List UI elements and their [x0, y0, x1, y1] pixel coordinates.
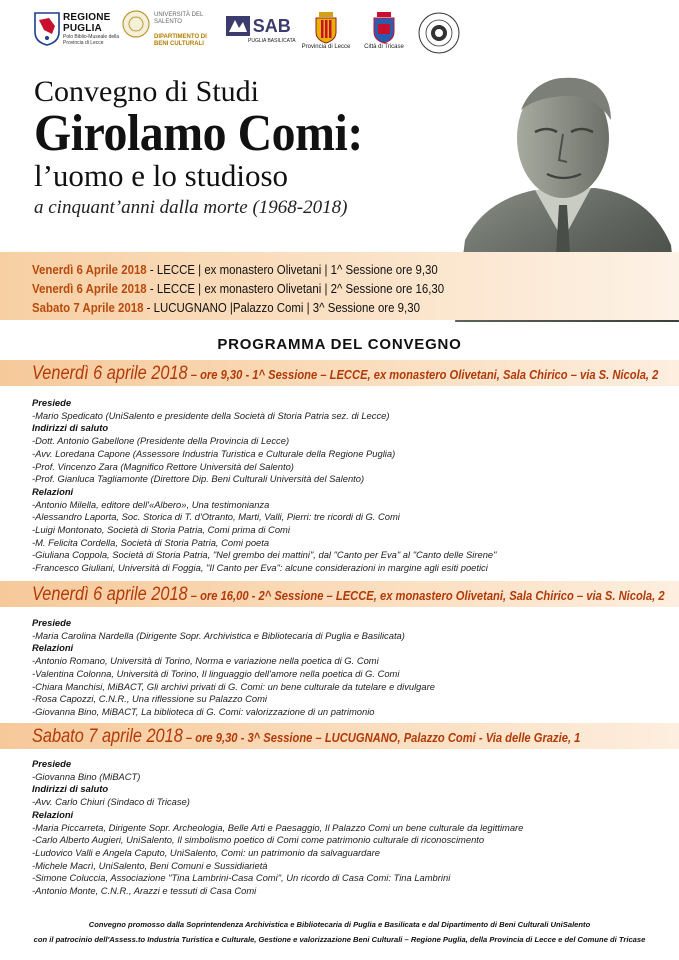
puglia-crest-icon	[34, 12, 60, 46]
program-line: -Giuliana Coppola, Società di Storia Patria, "Nel grembo dei mattini", dal "Canto per Eva" al "Canto delle Sirene"	[32, 549, 497, 561]
session-3-date: Sabato 7 aprile 2018	[32, 726, 183, 747]
sab-text: SAB	[252, 15, 291, 36]
regione-caption: Polo Biblio-Museale della Provincia di Lecce	[63, 34, 120, 46]
program-line: -Ludovico Valli e Angela Caputo, UniSalento, Comi: un patrimonio da salvaguardare	[32, 846, 380, 858]
program-line: -Michele Macrì, UniSalento, Beni Comuni e Sussidiarietà	[32, 859, 268, 871]
regione-line2: PUGLIA	[63, 23, 102, 34]
program-line: -Prof. Gianluca Tagliamonte (Direttore Dip. Beni Culturali Università del Salento)	[32, 473, 365, 485]
provincia-crest-icon	[314, 12, 338, 44]
tricase-crest-icon	[373, 12, 395, 44]
program-section-heading: Presiede	[32, 617, 72, 628]
program-line: -Maria Piccarreta, Dirigente Sopr. Archeologia, Belle Arti e Paesaggio, Il Palazzo Comi un bene culturale da legittimare	[32, 821, 524, 833]
unisalento-logo	[122, 10, 207, 47]
regione-line1: REGIONE	[63, 12, 111, 23]
session-3-program	[32, 758, 672, 898]
program-line: -Valentina Colonna, Università di Torino, Il linguaggio dell'amore nella poetica di G. Comi	[32, 667, 400, 679]
provincia-caption: Provincia di Lecce	[301, 44, 351, 50]
session-1-date: Venerdì 6 aprile 2018	[32, 363, 188, 384]
program-line: -Francesco Giuliani, Università di Foggia, "Il Canto per Eva": alcune considerazioni in margine agli esiti poetici	[32, 562, 488, 574]
session-3-bar	[0, 723, 679, 749]
program-line: -Simone Coluccia, Associazione "Tina Lambrini-Casa Comi", Un ricordo di Casa Comi: Tina Lambrini	[32, 872, 451, 884]
program-line: -Giovanna Bino (MiBACT)	[32, 770, 141, 782]
program-line: -Dott. Antonio Gabellone (Presidente della Provincia di Lecce)	[32, 435, 290, 447]
session-1-bar	[0, 360, 679, 386]
title-line1: Convegno di Studi	[34, 75, 260, 108]
program-line: -Prof. Vincenzo Zara (Magnifico Rettore Università del Salento)	[32, 460, 294, 472]
unisalento-caption: DIPARTIMENTO DI BENI CULTURALI	[154, 34, 207, 47]
footer-promoter: Convegno promosso dalla Soprintendenza Archivistica e Bibliotecaria di Puglia e Basilicata e dal Dipartimento di Beni Culturali UniSalento	[88, 920, 591, 929]
dates-band	[0, 252, 679, 320]
title-block	[34, 76, 514, 220]
footer-patronage: con il patrocinio dell'Assess.to Industria Turistica e Culturale, Gestione e valorizzazione Beni Culturali – Regione Puglia, della Provincia di Lecce e del Comune di Tricase	[33, 935, 646, 944]
program-line: -Giovanna Bino, MiBACT, La biblioteca di G. Comi: valorizzazione di un patrimonio	[32, 705, 375, 717]
title-line3: l’uomo e lo studioso	[34, 158, 289, 193]
date-row	[32, 299, 420, 316]
date-row	[32, 280, 444, 297]
university-seal-icon	[122, 10, 150, 38]
program-line: -Rosa Capozzi, C.N.R., Una riflessione su Palazzo Comi	[32, 693, 267, 705]
program-section-heading: Indirizzi di saluto	[32, 422, 109, 434]
program-section-heading: Relazioni	[32, 808, 74, 820]
date-row-text: - LUCUGNANO |Palazzo Comi | 3^ Sessione ore 9,30	[143, 300, 420, 315]
storia-patria-logo	[418, 12, 460, 54]
main-title: Girolamo Comi:	[34, 105, 363, 162]
program-section-heading: Presiede	[32, 758, 72, 769]
program-section-heading: Indirizzi di saluto	[32, 783, 109, 795]
date-row-date: Venerdì 6 Aprile 2018	[32, 281, 147, 296]
date-row-date: Venerdì 6 Aprile 2018	[32, 262, 147, 277]
title-subtitle: a cinquant’anni dalla morte (1968-2018)	[34, 197, 348, 218]
tricase-logo	[362, 12, 406, 51]
session-2-program	[32, 617, 672, 719]
program-line: -Antonio Romano, Università di Torino, Norma e variazione nella poetica di G. Comi	[32, 655, 379, 667]
storia-patria-caption	[410, 58, 468, 65]
program-line: -Carlo Alberto Augieri, UniSalento, Il simbolismo poetico di Comi come patrimonio culturale di riconoscimento	[32, 834, 485, 846]
regione-puglia-logo	[34, 12, 133, 46]
program-line: -M. Felicita Cordella, Società di Storia Patria, Comi poeta	[32, 536, 270, 548]
program-section-heading: Presiede	[32, 397, 72, 408]
session-2-date: Venerdì 6 aprile 2018	[32, 584, 188, 605]
program-line: -Luigi Montonato, Società di Storia Patria, Comi prima di Comi	[32, 524, 290, 536]
date-row-date: Sabato 7 Aprile 2018	[32, 300, 144, 315]
session-3-details: – ore 9,30 - 3^ Sessione – LUCUGNANO, Palazzo Comi - Via delle Grazie, 1	[182, 730, 581, 745]
program-section-heading: Relazioni	[32, 642, 74, 654]
program-section-heading: Relazioni	[32, 485, 74, 497]
sab-caption: PUGLIA BASILICATA	[248, 38, 296, 44]
date-row-text: - LECCE | ex monastero Olivetani | 2^ Sessione ore 16,30	[146, 281, 445, 296]
program-line: -Chiara Manchisi, MiBACT, Gli archivi privati di G. Comi: un bene culturale da tutelare e divulgare	[32, 680, 435, 692]
date-row	[32, 261, 438, 278]
logos-row	[0, 10, 679, 62]
program-line: -Avv. Loredana Capone (Assessore Industria Turistica e Culturale della Regione Puglia)	[32, 447, 396, 459]
tricase-caption: Città di Tricase	[364, 44, 404, 50]
programma-heading: PROGRAMMA DEL CONVEGNO	[217, 336, 462, 353]
provincia-lecce-logo	[301, 12, 351, 51]
program-line: -Maria Carolina Nardella (Dirigente Sopr. Archivistica e Bibliotecaria di Puglia e Basilicata)	[32, 629, 405, 641]
session-2-details: – ore 16,00 - 2^ Sessione – LECCE, ex monastero Olivetani, Sala Chirico – via S. Nicola, 2	[187, 588, 665, 603]
program-line: -Alessandro Laporta, Soc. Storica di T. d'Otranto, Marti, Valli, Pierri: tre ricordi di G. Comi	[32, 511, 400, 523]
sab-mark-icon	[225, 14, 251, 38]
storia-patria-seal-icon	[418, 12, 460, 54]
session-1-program	[32, 397, 672, 575]
program-line: -Mario Spedicato (UniSalento e presidente della Società di Storia Patria sez. di Lecce)	[32, 409, 390, 421]
program-line: -Antonio Monte, C.N.R., Arazzi e tessuti di Casa Comi	[32, 885, 257, 897]
date-row-text: - LECCE | ex monastero Olivetani | 1^ Sessione ore 9,30	[146, 262, 438, 277]
program-line: -Antonio Milella, editore dell'«Albero», Una testimonianza	[32, 498, 270, 510]
unisalento-caption-top: UNIVERSITÀ DEL SALENTO	[154, 12, 204, 25]
program-line: -Avv. Carlo Chiuri (Sindaco di Tricase)	[32, 796, 190, 808]
session-2-bar	[0, 581, 679, 607]
sab-logo	[220, 14, 296, 45]
session-1-details: – ore 9,30 - 1^ Sessione – LECCE, ex monastero Olivetani, Sala Chirico – via S. Nicola, 2	[187, 367, 659, 382]
